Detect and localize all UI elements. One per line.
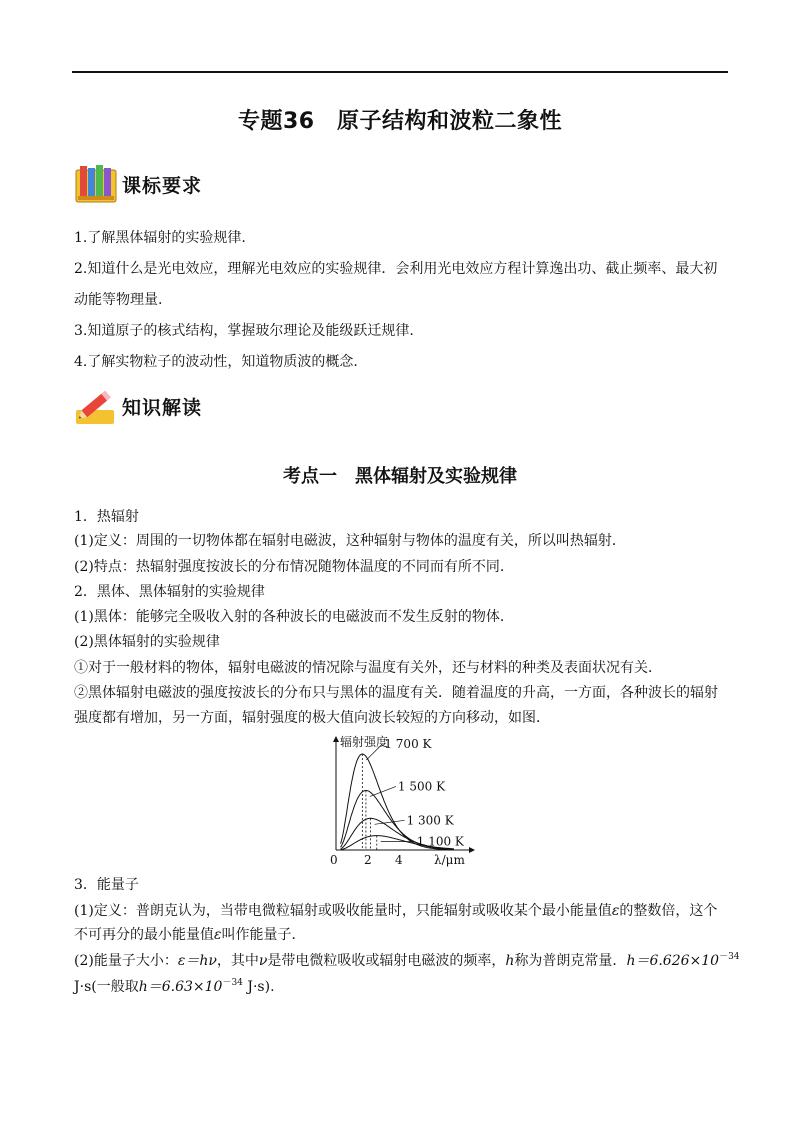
unit-b: J·s).	[242, 979, 275, 995]
y-axis-label: 辐射强度	[340, 735, 389, 749]
unit-a: J·s(一般取	[74, 979, 139, 995]
body-line-7: ①对于一般材料的物体，辐射电磁波的情况除与温度有关外，还与材料的种类及表面状况有关．	[74, 660, 662, 676]
quantum-size-b: ，其中	[216, 953, 259, 969]
section-heading: 考点一 黑体辐射及实验规律	[283, 466, 517, 487]
books-icon	[74, 162, 118, 206]
interpretation-badge-label: 知识解读	[122, 396, 203, 419]
body-line-6: (2)黑体辐射的实验规律	[74, 634, 220, 650]
body-line-9: 强度都有增加，另一方面，辐射强度的极大值向波长较短的方向移动，如图．	[74, 710, 550, 726]
x-axis-label: λ/μm	[434, 853, 465, 867]
quantum-size	[74, 951, 740, 971]
top-rule	[72, 71, 728, 73]
requirements-badge-label: 课标要求	[122, 174, 203, 197]
h-value-approx: h＝6.63×10	[138, 979, 223, 995]
body-line-4: 2．黑体、黑体辐射的实验规律	[74, 584, 265, 600]
epsilon-symbol: ε	[611, 903, 620, 919]
quantum-def-b: 的整数倍，这个	[619, 903, 718, 919]
series-label: 1 700 K	[384, 737, 432, 751]
quantum-definition-2	[74, 925, 734, 945]
h-exponent: －34	[719, 952, 740, 962]
page-title: 专题36 原子结构和波粒二象性	[237, 109, 563, 134]
requirement-2-cont: 动能等物理量.	[74, 292, 163, 308]
quantum-size-c: 是带电微粒吸收或辐射电磁波的频率，	[267, 953, 506, 969]
x-tick-label: 0	[330, 853, 338, 867]
requirement-4: 4.了解实物粒子的波动性，知道物质波的概念.	[74, 354, 358, 370]
body-line-8: ②黑体辐射电磁波的强度按波长的分布只与黑体的温度有关．随着温度的升高，一方面，各种波长的辐射	[74, 685, 718, 701]
requirement-1: 1.了解黑体辐射的实验规律.	[74, 230, 246, 246]
quantum-def-a: (1)定义：普朗克认为，当带电微粒辐射或吸收能量时，只能辐射或吸收某个最小能量值	[74, 903, 612, 919]
series-label: 1 500 K	[397, 779, 446, 794]
requirements-badge	[74, 160, 202, 208]
nu-symbol: ν	[258, 953, 268, 969]
h-exponent-approx: －34	[222, 978, 243, 988]
quantum-heading: 3．能量子	[74, 877, 139, 893]
x-tick-label: 2	[364, 853, 372, 867]
quantum-def2-a: 不可再分的最小能量值	[74, 927, 214, 943]
pencil-icon	[74, 384, 118, 428]
series-label: 1 300 K	[406, 813, 454, 828]
blackbody-chart	[322, 733, 482, 868]
body-line-2: (1)定义：周围的一切物体都在辐射电磁波，这种辐射与物体的温度有关，所以叫热辐射．	[74, 533, 626, 549]
label-leader	[370, 786, 396, 796]
body-line-5: (1)黑体：能够完全吸收入射的各种波长的电磁波而不发生反射的物体．	[74, 609, 514, 625]
quantum-size-a: (2)能量子大小：	[74, 953, 178, 969]
quantum-def2-b: 叫作能量子．	[221, 927, 306, 943]
h-symbol: h	[505, 953, 515, 969]
formula: ε＝hν	[177, 953, 217, 969]
series-label: 1 100 K	[416, 834, 464, 849]
h-value: h＝6.626×10	[626, 953, 720, 969]
quantum-definition-1	[74, 901, 734, 921]
quantum-size-d: 称为普朗克常量．	[514, 953, 627, 969]
body-line-1: 1．热辐射	[74, 509, 139, 525]
requirement-3: 3.知道原子的核式结构，掌握玻尔理论及能级跃迁规律.	[74, 323, 414, 339]
epsilon-symbol-2: ε	[214, 927, 222, 943]
quantum-unit	[74, 977, 734, 997]
requirement-2: 2.知道什么是光电效应，理解光电效应的实验规律．会利用光电效应方程计算逸出功、截止频率、最大初	[74, 261, 718, 277]
interpretation-badge	[74, 382, 202, 430]
body-line-3: (2)特点：热辐射强度按波长的分布情况随物体温度的不同而有所不同．	[74, 559, 514, 575]
x-tick-label: 4	[395, 853, 403, 867]
